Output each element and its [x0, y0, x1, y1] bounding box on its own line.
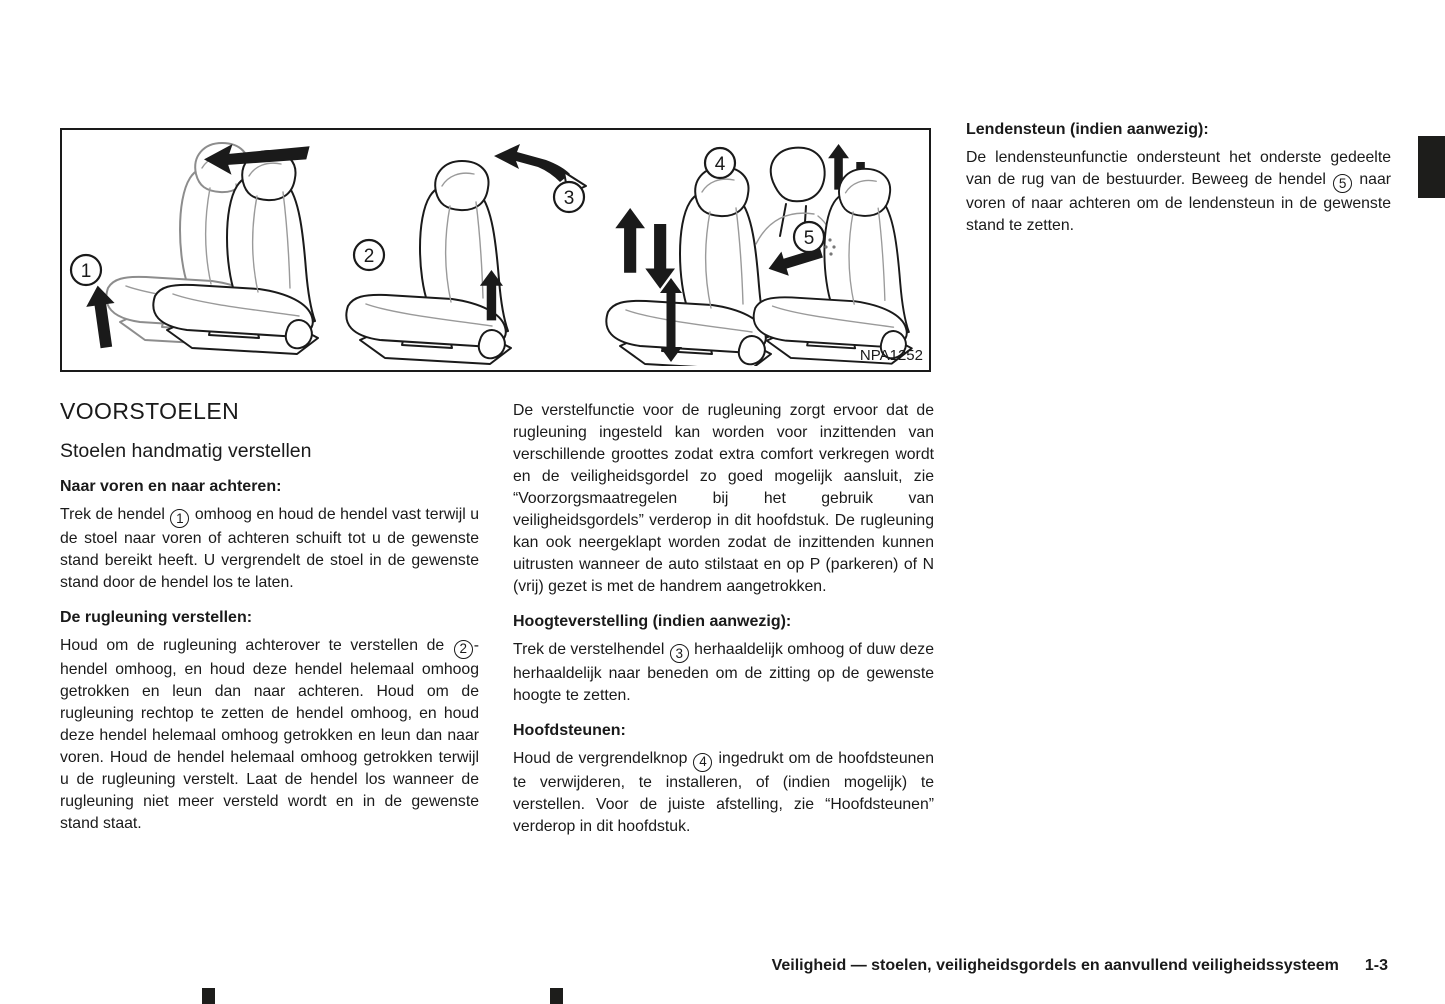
svg-text:4: 4 — [714, 154, 726, 175]
callout-3-inline: 3 — [670, 644, 689, 663]
arrow-recline-back — [494, 144, 570, 182]
text-segment: De lendensteunfunctie ondersteunt het onderste gedeelte van de rug van de bestuurder. Beweeg de hendel — [966, 149, 1391, 188]
figure-callout-1 — [71, 255, 101, 285]
panel-lumbar — [754, 169, 912, 364]
registration-mark — [202, 988, 215, 1004]
column-right — [966, 121, 1391, 237]
svg-text:3: 3 — [563, 188, 575, 209]
registration-mark — [550, 988, 563, 1004]
svg-text:5: 5 — [803, 228, 815, 249]
heading-lumbar: Lendensteun (indien aanwezig): — [966, 121, 1209, 138]
callout-5-inline: 5 — [1333, 174, 1352, 193]
arrow-seat-up — [615, 208, 645, 273]
chapter-edge-tab — [1418, 136, 1445, 198]
figure-callout-3 — [554, 182, 584, 212]
callout-1-inline: 1 — [170, 509, 189, 528]
paragraph-fore-aft — [60, 504, 479, 594]
paragraph-lumbar — [966, 147, 1391, 237]
panel-recline — [346, 144, 586, 364]
paragraph-headrests — [513, 748, 934, 838]
footer-chapter-title: Veiligheid — stoelen, veiligheidsgordels en aanvullend veiligheidssysteem — [771, 957, 1339, 974]
seat-adjustment-figure — [60, 128, 931, 372]
text-segment: naar voren of naar achteren om de lendensteun in de gewenste stand te zetten. — [966, 171, 1391, 234]
text-segment: Trek de hendel — [60, 506, 170, 523]
paragraph-height-adjust — [513, 639, 934, 707]
section-subtitle: Stoelen handmatig verstellen — [60, 440, 312, 462]
page-title: VOORSTOELEN — [60, 398, 240, 424]
page-footer — [772, 957, 1388, 975]
column-left — [60, 398, 479, 835]
figure-callout-5 — [794, 222, 824, 252]
text-segment: -hendel omhoog, en houd deze hendel helemaal omhoog getrokken en leun dan naar achteren. Houd om de rugleuning rechtop te zetten de hendel omhoog, en houd deze hendel helemaal omhoog getrokken en leun dan naar voren. Houd de hendel helemaal omhoog getrokken terwijl u de rugleuning verstelt. Laat de hendel los wanneer de rugleuning niet meer versteld wordt en in de gewenste stand staat. — [60, 636, 479, 832]
seat-illustration-svg — [62, 130, 925, 366]
svg-text:1: 1 — [80, 261, 92, 282]
heading-height-adjust: Hoogteverstelling (indien aanwezig): — [513, 613, 792, 630]
column-middle — [513, 400, 934, 838]
text-segment: omhoog en houd de hendel vast terwijl u de stoel naar voren of achteren schuift tot u de gewenste stand bereikt heeft. U vergrendelt de stoel in de gewenste stand door de hendel los te laten. — [60, 506, 480, 591]
panel-height — [554, 167, 771, 366]
figure-callout-2 — [354, 240, 384, 270]
text-segment: Houd de vergrendelknop — [513, 749, 693, 767]
text-segment: Trek de verstelhendel — [513, 641, 669, 658]
text-segment: herhaaldelijk omhoog of duw deze herhaaldelijk naar beneden om de zitting op de gewenste hoogte te zetten. — [513, 641, 934, 704]
paragraph-recline-function: De verstelfunctie voor de rugleuning zorgt ervoor dat de rugleuning ingesteld kan worden voor inzittenden van verschillende groottes zodat extra comfort verkregen wordt en de veiligheidsgordel zo goed mogelijk aansluit, zie “Voorzorgsmaatregelen bij het gebruik van veiligheidsgordels” verderop in dit hoofdstuk. De rugleuning kan ook neergeklapt worden zodat de inzittenden kunnen uitrusten wanneer de auto stilstaat en op P (parkeren) of N (vrij) gezet is met de handrem aangetrokken. — [513, 402, 934, 595]
callout-2-inline: 2 — [454, 640, 473, 659]
footer-page-number: 1-3 — [1364, 957, 1388, 974]
heading-recline: De rugleuning verstellen: — [60, 608, 253, 626]
figure-code: NPA1252 — [859, 347, 923, 364]
figure-callout-4 — [705, 148, 735, 178]
text-segment: ingedrukt om de hoofdsteunen te verwijderen, te installeren, of (indien mogelijk) te verstellen. Voor de juiste afstelling, zie “Hoofdsteunen” verderop in dit hoofdstuk. — [513, 749, 934, 835]
panel-fore-aft — [71, 143, 318, 354]
callout-4-inline: 4 — [693, 753, 712, 772]
paragraph-recline — [60, 635, 479, 835]
heading-fore-aft: Naar voren en naar achteren: — [60, 478, 282, 495]
text-segment: Houd om de rugleuning achterover te verstellen de — [60, 636, 453, 654]
svg-text:2: 2 — [363, 246, 375, 267]
heading-headrests: Hoofdsteunen: — [513, 721, 626, 739]
